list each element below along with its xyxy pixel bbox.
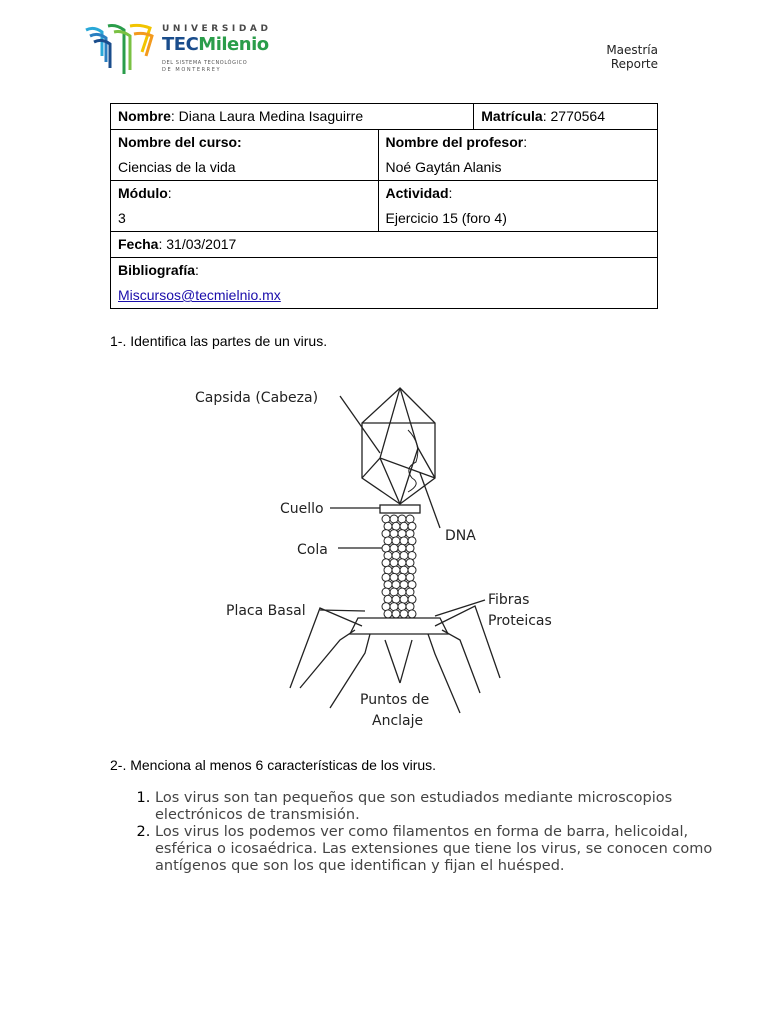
logo-milenio: Milenio	[198, 34, 269, 55]
tail-bead	[408, 537, 416, 545]
tail-bead	[406, 530, 414, 538]
tail-bead	[382, 515, 390, 523]
header-right	[606, 43, 658, 71]
tail-bead	[400, 610, 408, 618]
tail-bead	[398, 544, 406, 552]
tail-bead	[382, 559, 390, 567]
label-fibras-1: Fibras	[488, 592, 530, 608]
tail-bead	[398, 573, 406, 581]
nombre-cell	[111, 104, 474, 130]
logo-university-text: UNIVERSIDAD	[162, 24, 272, 34]
tail-bead	[408, 552, 416, 560]
matricula-value: : 2770564	[542, 108, 606, 124]
tail-bead	[398, 530, 406, 538]
answer-list	[110, 790, 715, 875]
tail-bead	[406, 588, 414, 596]
label-puntos-2: Anclaje	[372, 713, 424, 729]
table-row	[111, 181, 658, 232]
tail-bead	[390, 573, 398, 581]
tail-bead	[392, 595, 400, 603]
tail-bead	[392, 522, 400, 530]
tail-bead	[384, 537, 392, 545]
tail-bead	[390, 559, 398, 567]
bibliografia-cell	[111, 258, 658, 309]
matricula-cell	[474, 104, 658, 130]
tail-bead	[406, 515, 414, 523]
tail-sheath	[382, 515, 416, 618]
label-dna: DNA	[445, 528, 476, 544]
tail-bead	[390, 603, 398, 611]
fecha-cell	[111, 232, 658, 258]
tail-bead	[392, 552, 400, 560]
tail-bead	[384, 610, 392, 618]
bibliografia-label: Bibliografía	[118, 262, 196, 278]
bacteriophage-diagram	[190, 378, 580, 743]
label-fibras-2: Proteicas	[488, 613, 552, 629]
nombre-value: : Diana Laura Medina Isaguirre	[170, 108, 364, 124]
profesor-colon: :	[523, 134, 528, 150]
capsid-shape	[362, 388, 435, 504]
profesor-value: Noé Gaytán Alanis	[385, 159, 502, 175]
tail-bead	[398, 559, 406, 567]
modulo-cell	[111, 181, 379, 232]
tail-bead	[400, 522, 408, 530]
table-row	[111, 232, 658, 258]
tail-bead	[384, 566, 392, 574]
label-capsida: Capsida (Cabeza)	[195, 390, 319, 406]
tail-bead	[408, 581, 416, 589]
tail-bead	[406, 559, 414, 567]
table-row	[111, 130, 658, 181]
tail-bead	[408, 566, 416, 574]
answer-item: 1. Los virus son tan pequeños que son estudiados mediante microscopios electrónicos de transmisión.	[155, 790, 715, 824]
tail-bead	[408, 595, 416, 603]
tail-bead	[384, 581, 392, 589]
logo-emblem-icon	[84, 22, 158, 78]
tecmilenio-logo	[84, 22, 274, 78]
tail-bead	[392, 581, 400, 589]
tail-bead	[382, 588, 390, 596]
actividad-colon: :	[448, 185, 453, 201]
profesor-label: Nombre del profesor	[385, 134, 524, 150]
tail-bead	[390, 544, 398, 552]
actividad-value: Ejercicio 15 (foro 4)	[385, 210, 507, 226]
label-placa-basal: Placa Basal	[226, 603, 306, 619]
tail-bead	[390, 588, 398, 596]
bibliografia-colon: :	[195, 262, 199, 278]
tail-bead	[392, 537, 400, 545]
tail-bead	[390, 530, 398, 538]
tail-bead	[382, 530, 390, 538]
actividad-label: Actividad	[385, 185, 449, 201]
profesor-cell	[378, 130, 658, 181]
table-row	[111, 104, 658, 130]
tail-bead	[398, 603, 406, 611]
curso-label: Nombre del curso:	[118, 134, 242, 150]
modulo-label: Módulo	[118, 185, 168, 201]
nombre-label: Nombre	[118, 108, 171, 124]
tail-bead	[408, 522, 416, 530]
tail-bead	[406, 544, 414, 552]
tail-bead	[382, 544, 390, 552]
program-label: Maestría	[606, 43, 658, 57]
modulo-value: 3	[118, 210, 126, 226]
tail-bead	[400, 537, 408, 545]
tail-bead	[408, 610, 416, 618]
label-puntos-1: Puntos de	[360, 692, 430, 708]
label-cuello: Cuello	[280, 501, 324, 517]
tail-bead	[400, 581, 408, 589]
bibliografia-link[interactable]: Miscursos@tecmielnio.mx	[118, 287, 281, 303]
question-2: 2-. Menciona al menos 6 características de los virus.	[110, 757, 437, 773]
tail-bead	[392, 610, 400, 618]
tail-bead	[400, 566, 408, 574]
question-1: 1-. Identifica las partes de un virus.	[110, 333, 328, 349]
tail-bead	[398, 588, 406, 596]
fecha-label: Fecha	[118, 236, 159, 252]
tail-bead	[382, 573, 390, 581]
curso-cell	[111, 130, 379, 181]
tail-bead	[382, 603, 390, 611]
logo-tec: TEC	[162, 34, 199, 55]
tail-bead	[392, 566, 400, 574]
tail-bead	[406, 573, 414, 581]
logo-system-line1: DEL SISTEMA TECNOLÓGICO	[162, 60, 248, 66]
answer-item: 2. Los virus los podemos ver como filamentos en forma de barra, helicoidal, esférica o icosaédrica. Las extensiones que tiene los virus, se conocen como antígenos que son los que identifican y fijan el huésped.	[155, 824, 715, 875]
student-info-table	[110, 103, 658, 309]
doc-type-label: Reporte	[610, 57, 658, 71]
tail-bead	[390, 515, 398, 523]
tail-bead	[406, 603, 414, 611]
base-plate-shape	[350, 618, 448, 634]
collar-shape	[380, 505, 420, 513]
actividad-cell	[378, 181, 658, 232]
tail-bead	[398, 515, 406, 523]
logo-brand-text	[162, 34, 269, 55]
tail-bead	[384, 595, 392, 603]
logo-system-line2: DE MONTERREY	[162, 67, 222, 73]
label-cola: Cola	[297, 542, 328, 558]
tail-bead	[400, 552, 408, 560]
tail-bead	[384, 522, 392, 530]
table-row	[111, 258, 658, 309]
curso-value: Ciencias de la vida	[118, 159, 236, 175]
matricula-label: Matrícula	[481, 108, 543, 124]
modulo-colon: :	[167, 185, 172, 201]
fecha-value: : 31/03/2017	[158, 236, 237, 252]
tail-bead	[400, 595, 408, 603]
tail-bead	[384, 552, 392, 560]
